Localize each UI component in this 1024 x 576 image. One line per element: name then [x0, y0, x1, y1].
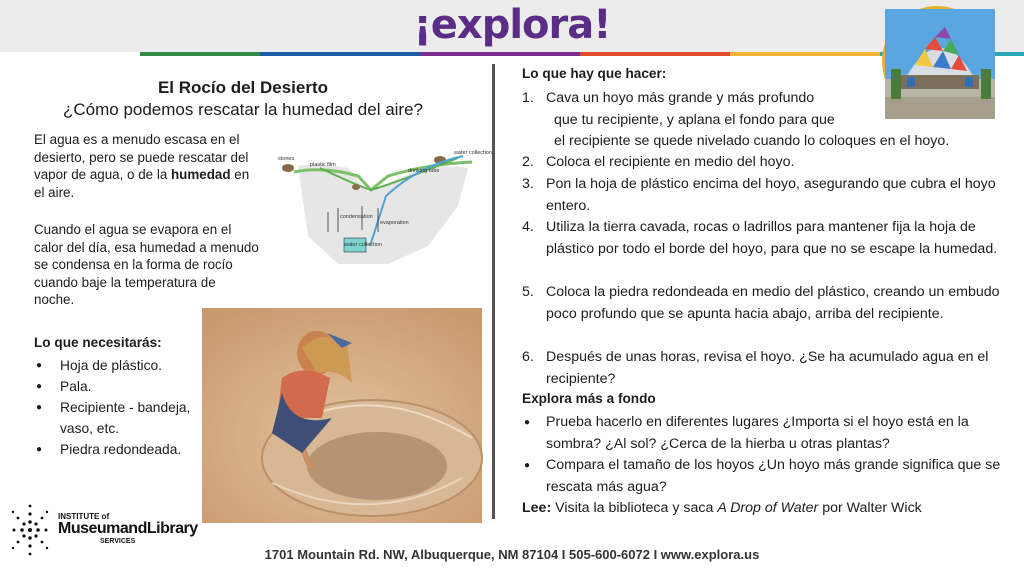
book-title: A Drop of Water: [717, 500, 819, 516]
intro-paragraph-1: El agua es a menudo escasa en el desierto, pero se puede rescatar del vapor de agua, o de la humedad en el aire.: [34, 132, 250, 200]
list-item: ● Pala.: [36, 376, 196, 397]
footer-contact: 1701 Mountain Rd. NW, Albuquerque, NM 87104 I 505-600-6072 I www.explora.us: [264, 547, 760, 562]
color-stripe: [580, 52, 730, 56]
diagram-label-stones: stones: [278, 156, 295, 162]
color-stripe: [730, 52, 880, 56]
column-divider: [492, 64, 495, 519]
step-number: 6.: [522, 349, 534, 365]
imls-line-1: INSTITUTE of: [58, 512, 110, 521]
diagram-label-drinking-tube: drinking tube: [408, 168, 440, 174]
intro-paragraph-2: Cuando el agua se evapora en el calor del día, esa humedad a menudo se condensa en la forma de rocío cuando baje la temperatura de noche.: [34, 222, 259, 307]
step-4: 4. Utiliza la tierra cavada, rocas o ladrillos para mantener fija la hoja de plástico por todo el borde del hoyo, para que no se escape la humedad.: [522, 219, 998, 257]
step-number: 1.: [522, 90, 534, 106]
activity-title: El Rocío del Desierto: [157, 78, 329, 97]
step-1: 1. Cava un hoyo más grande y más profundo que tu recipiente, y aplana el fondo para que el recipiente se quede nivelado cuando lo coloques en el hoyo.: [522, 90, 950, 150]
step-6: 6. Después de unas horas, revisa el hoyo. ¿Se ha acumulado agua en el recipiente?: [522, 349, 989, 387]
imls-line-3: SERVICES: [100, 538, 136, 545]
step-number: 2.: [522, 154, 534, 170]
list-item: ● Compara el tamaño de los hoyos ¿Un hoyo más grande significa que se rescata más agua?: [522, 455, 1012, 498]
read-recommendation: Lee: Visita la biblioteca y saca A Drop of Water por Walter Wick: [522, 500, 922, 516]
activity-subtitle: ¿Cómo podemos rescatar la humedad del aire?: [62, 100, 424, 119]
step-5: 5. Coloca la piedra redondeada en medio del plástico, creando un embudo poco profundo que se apunta hacia abajo, arriba del recipiente.: [522, 284, 1000, 322]
diagram-label-evaporation: evaporation: [380, 220, 409, 226]
diagram-label-plastic-film: plastic film: [310, 162, 336, 168]
imls-line-2: MuseumandLibrary: [58, 520, 198, 537]
list-item: ● Piedra redondeada.: [36, 439, 196, 460]
list-item: ● Prueba hacerlo en diferentes lugares ¿Importa si el hoyo está en la sombra? ¿Al sol? ¿Cerca de la hierba u otras plantas?: [522, 412, 1012, 455]
step-2: 2. Coloca el recipiente en medio del hoyo.: [522, 152, 1012, 174]
list-item: ● Hoja de plástico.: [36, 355, 196, 376]
needs-list: [36, 355, 196, 460]
desert-hole-photo: [202, 308, 482, 523]
steps-heading: Lo que hay que hacer:: [522, 66, 667, 81]
solar-still-diagram: [258, 146, 492, 270]
diagram-label-water-collection: water collection: [454, 150, 492, 156]
needs-heading: Lo que necesitarás:: [34, 335, 162, 350]
museum-photo: [882, 6, 992, 116]
color-stripe: [260, 52, 420, 56]
step-number: 3.: [522, 176, 534, 192]
color-stripe: [140, 52, 260, 56]
step-number: 4.: [522, 219, 534, 235]
step-number: 5.: [522, 284, 534, 300]
read-label: Lee:: [522, 500, 552, 516]
humidity-emphasis: humedad: [171, 167, 231, 182]
diagram-label-condensation: condensation: [340, 214, 373, 220]
diagram-label-water-collection-bottom: water collection: [344, 242, 382, 248]
explore-more-heading: Explora más a fondo: [522, 391, 656, 406]
explore-more-list: [522, 412, 1012, 499]
list-item: ● Recipiente - bandeja, vaso, etc.: [36, 397, 196, 439]
explora-logo: ¡explora!: [413, 2, 611, 48]
color-stripe: [420, 52, 580, 56]
step-3: 3. Pon la hoja de plástico encima del hoyo, asegurando que cubra el hoyo entero.: [522, 176, 996, 214]
